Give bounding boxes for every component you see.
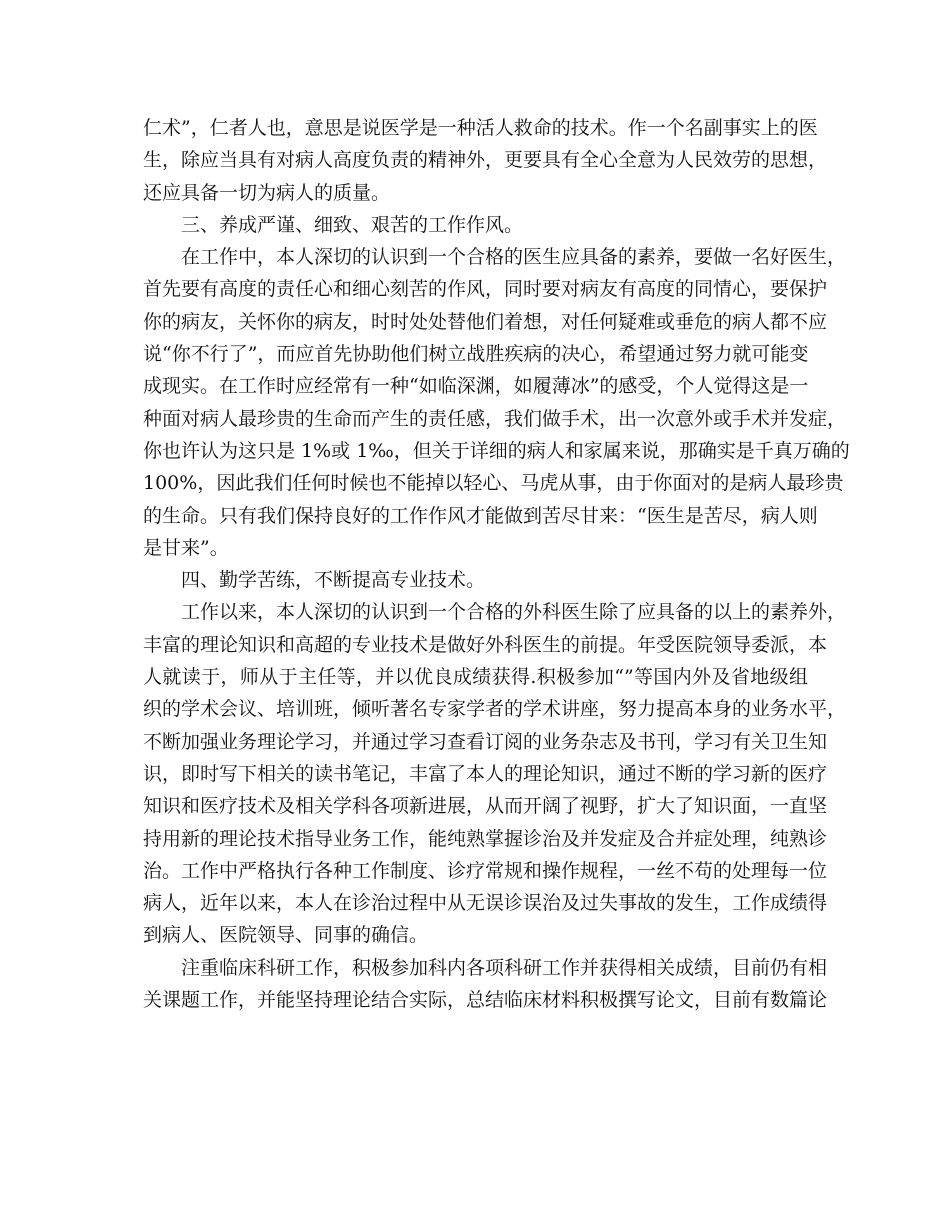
paragraph-first-line: 三、养成严谨、细致、艰苦的工作作风。 (181, 213, 524, 236)
text-line: 成现实。在工作时应经常有一种“如临深渊，如履薄冰”的感受，个人觉得这是一 (143, 375, 809, 398)
text-line: 种面对病人最珍贵的生命而产生的责任感，我们做手术，出一次意外或手术并发症， (143, 407, 847, 430)
text-line: 识，即时写下相关的读书笔记，丰富了本人的理论知识，通过不断的学习新的医疗 (143, 762, 828, 785)
text-line: 100%，因此我们任何时候也不能掉以轻心、马虎从事，由于你面对的是病人最珍贵 (143, 472, 844, 495)
text-line: 首先要有高度的责任心和细心刻苦的作风，同时要对病友有高度的同情心，要保护 (143, 278, 828, 301)
text-line: 持用新的理论技术指导业务工作，能纯熟掌握诊治及并发症及合并症处理，纯熟诊 (143, 827, 828, 850)
text-line: 生，除应当具有对病人高度负责的精神外，更要具有全心全意为人民效劳的思想， (143, 149, 828, 172)
paragraph-first-line: 注重临床科研工作，积极参加科内各项科研工作并获得相关成绩，目前仍有相 (181, 956, 828, 979)
text-line: 是甘来”。 (143, 536, 229, 559)
paragraph-first-line: 工作以来，本人深切的认识到一个合格的外科医生除了应具备的以上的素养外， (181, 601, 847, 624)
text-line: 不断加强业务理论学习，并通过学习查看订阅的业务杂志及书刊，学习有关卫生知 (143, 730, 828, 753)
body-text (143, 112, 850, 1016)
text-line: 到病人、医院领导、同事的确信。 (143, 924, 429, 947)
text-line: 病人，近年以来，本人在诊治过程中从无误诊误治及过失事故的发生，工作成绩得 (143, 892, 828, 915)
text-line: 人就读于，师从于主任等，并以优良成绩获得.积极参加“”等国内外及省地级组 (143, 666, 808, 689)
text-line: 你也许认为这只是 1%或 1‰，但关于详细的病人和家属来说，那确实是千真万确的 (143, 439, 850, 462)
text-line: 治。工作中严格执行各种工作制度、诊疗常规和操作规程，一丝不苟的处理每一位 (143, 859, 828, 882)
paragraph-first-line: 在工作中，本人深切的认识到一个合格的医生应具备的素养，要做一名好医生， (181, 246, 847, 269)
text-line: 知识和医疗技术及相关学科各项新进展，从而开阔了视野，扩大了知识面，一直坚 (143, 795, 828, 818)
text-line: 的生命。只有我们保持良好的工作作风才能做到苦尽甘来：“医生是苦尽，病人则 (143, 504, 818, 527)
text-line: 关课题工作，并能坚持理论结合实际，总结临床材料积极撰写论文，目前有数篇论 (143, 989, 828, 1012)
text-line: 仁术”，仁者人也，意思是说医学是一种活人救命的技术。作一个名副事实上的医 (143, 117, 818, 139)
text-line: 丰富的理论知识和高超的专业技术是做好外科医生的前提。年受医院领导委派，本 (143, 633, 828, 656)
paragraph-first-line: 四、勤学苦练，不断提高专业技术。 (181, 569, 486, 592)
text-line: 还应具备一切为病人的质量。 (143, 181, 391, 204)
text-line: 说“你不行了”，而应首先协助他们树立战胜疾病的决心，希望通过努力就可能变 (143, 343, 809, 366)
text-line: 织的学术会议、培训班，倾听著名专家学者的学术讲座，努力提高本身的业务水平， (143, 698, 847, 721)
text-line: 你的病友，关怀你的病友，时时处处替他们着想，对任何疑难或垂危的病人都不应 (143, 310, 828, 333)
